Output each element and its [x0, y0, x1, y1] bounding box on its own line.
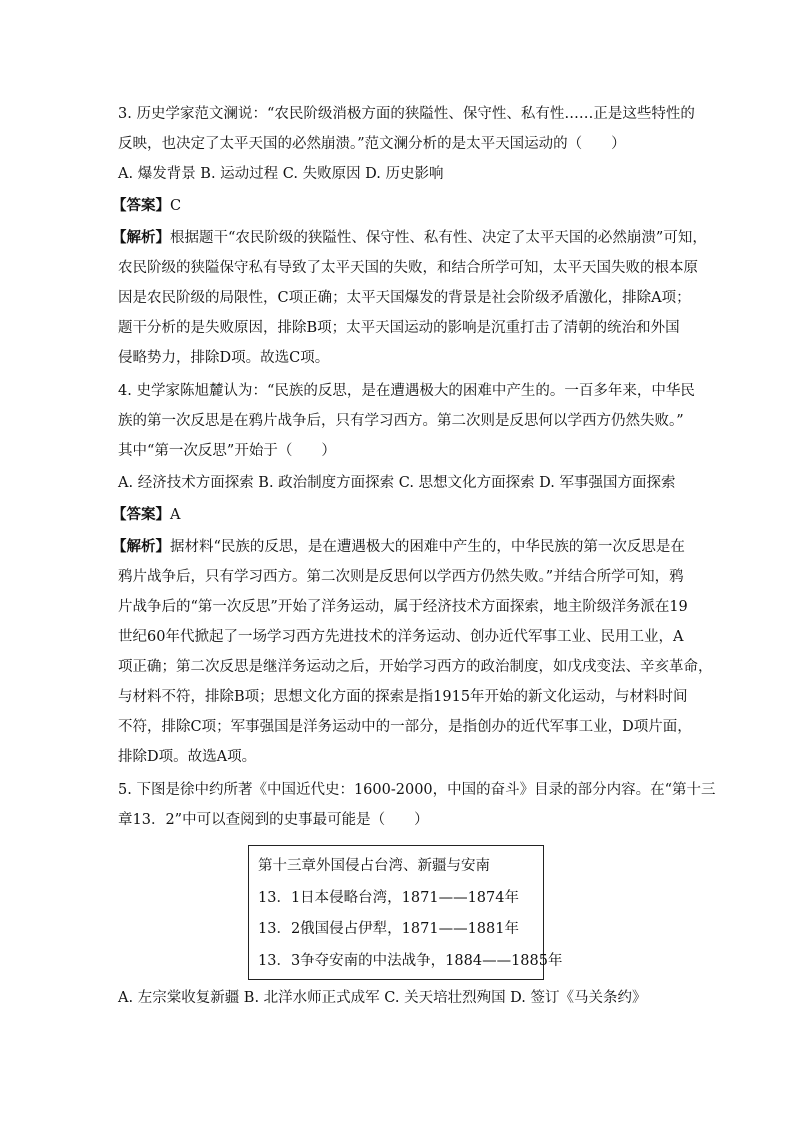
q4-analysis-label: 【解析】 — [112, 538, 170, 555]
q3-analysis-label: 【解析】 — [112, 229, 170, 246]
q3-answer — [112, 196, 181, 216]
toc-chapter-title: 第十三章外国侵占台湾、新疆与安南 — [258, 858, 490, 874]
q4-answer-label: 【答案】 — [112, 506, 170, 523]
q3-analysis-text-1: 根据题干“农民阶级的狭隘性、保守性、私有性、决定了太平天国的必然崩溃”可知， — [170, 230, 707, 246]
toc-item-13-1: 13．1日本侵略台湾，1871——1874年 — [258, 890, 519, 906]
toc-item-13-2: 13．2俄国侵占伊犁，1871——1881年 — [258, 921, 519, 937]
q4-analysis-line-8: 排除D项。故选A项。 — [118, 749, 257, 765]
toc-item-13-3: 13．3争夺安南的中法战争，1884——1885年 — [258, 953, 563, 969]
q3-analysis-line-2: 农民阶级的狭隘保守私有导致了太平天国的失败，和结合所学可知，太平天国失败的根本原 — [118, 260, 698, 276]
q3-analysis-line-4: 题干分析的是失败原因，排除B项；太平天国运动的影响是沉重打击了清朝的统治和外国 — [118, 320, 680, 336]
q3-answer-value: C — [170, 198, 182, 214]
q4-analysis-line-3: 片战争后的“第一次反思”开始了洋务运动，属于经济技术方面探索，地主阶级洋务派在19 — [118, 599, 688, 615]
q4-analysis-line-2: 鸦片战争后，只有学习西方。第二次则是反思何以学西方仍然失败。”并结合所学可知，鸦 — [118, 569, 684, 585]
q4-stem-line-2: 族的第一次反思是在鸦片战争后，只有学习西方。第二次则是反思何以学西方仍然失败。” — [118, 413, 684, 429]
q4-analysis-line-1 — [112, 537, 685, 557]
q3-answer-label: 【答案】 — [112, 197, 170, 214]
q4-analysis-line-4: 世纪60年代掀起了一场学习西方先进技术的洋务运动、创办近代军事工业、民用工业，A — [118, 629, 684, 645]
q3-stem-line-2: 反映，也决定了太平天国的必然崩溃。”范文澜分析的是太平天国运动的（ ） — [118, 136, 626, 152]
q4-options: A. 经济技术方面探索 B. 政治制度方面探索 C. 思想文化方面探索 D. 军事强国方面探索 — [118, 475, 676, 491]
q4-analysis-line-7: 不符，排除C项；军事强国是洋务运动中的一部分，是指创办的近代军事工业，D项片面， — [118, 719, 692, 735]
q5-stem-line-1: 5. 下图是徐中约所著《中国近代史：1600-2000，中国的奋斗》目录的部分内容。在“第十三 — [118, 782, 716, 798]
q4-stem-line-1: 4. 史学家陈旭麓认为：“民族的反思，是在遭遇极大的困难中产生的。一百多年来，中华民 — [118, 383, 695, 399]
q3-stem-line-1: 3. 历史学家范文澜说：“农民阶级消极方面的狭隘性、保守性、私有性……正是这些特性的 — [118, 106, 695, 122]
q5-options: A. 左宗棠收复新疆 B. 北洋水师正式成军 C. 关天培壮烈殉国 D. 签订《马关条约》 — [118, 990, 647, 1006]
table-of-contents-box — [248, 845, 563, 980]
q4-analysis-line-5: 项正确；第二次反思是继洋务运动之后，开始学习西方的政治制度，如戊戌变法、辛亥革命， — [118, 659, 713, 675]
q4-analysis-text-1: 据材料“民族的反思，是在遭遇极大的困难中产生的，中华民族的第一次反思是在 — [170, 539, 685, 555]
q4-answer — [112, 505, 180, 525]
q4-stem-line-3: 其中“第一次反思”开始于（ ） — [118, 443, 336, 459]
q5-stem-line-2: 章13．2”中可以查阅到的史事最可能是（ ） — [118, 812, 429, 828]
q3-analysis-line-3: 因是农民阶级的局限性，C项正确；太平天国爆发的背景是社会阶级矛盾激化，排除A项； — [118, 290, 691, 306]
q3-analysis-line-5: 侵略势力，排除D项。故选C项。 — [118, 350, 330, 366]
q4-answer-value: A — [170, 507, 181, 523]
q4-analysis-line-6: 与材料不符，排除B项；思想文化方面的探索是指1915年开始的新文化运动，与材料时间 — [118, 689, 688, 705]
q3-options: A. 爆发背景 B. 运动过程 C. 失败原因 D. 历史影响 — [118, 166, 444, 182]
q3-analysis-line-1 — [112, 228, 707, 248]
